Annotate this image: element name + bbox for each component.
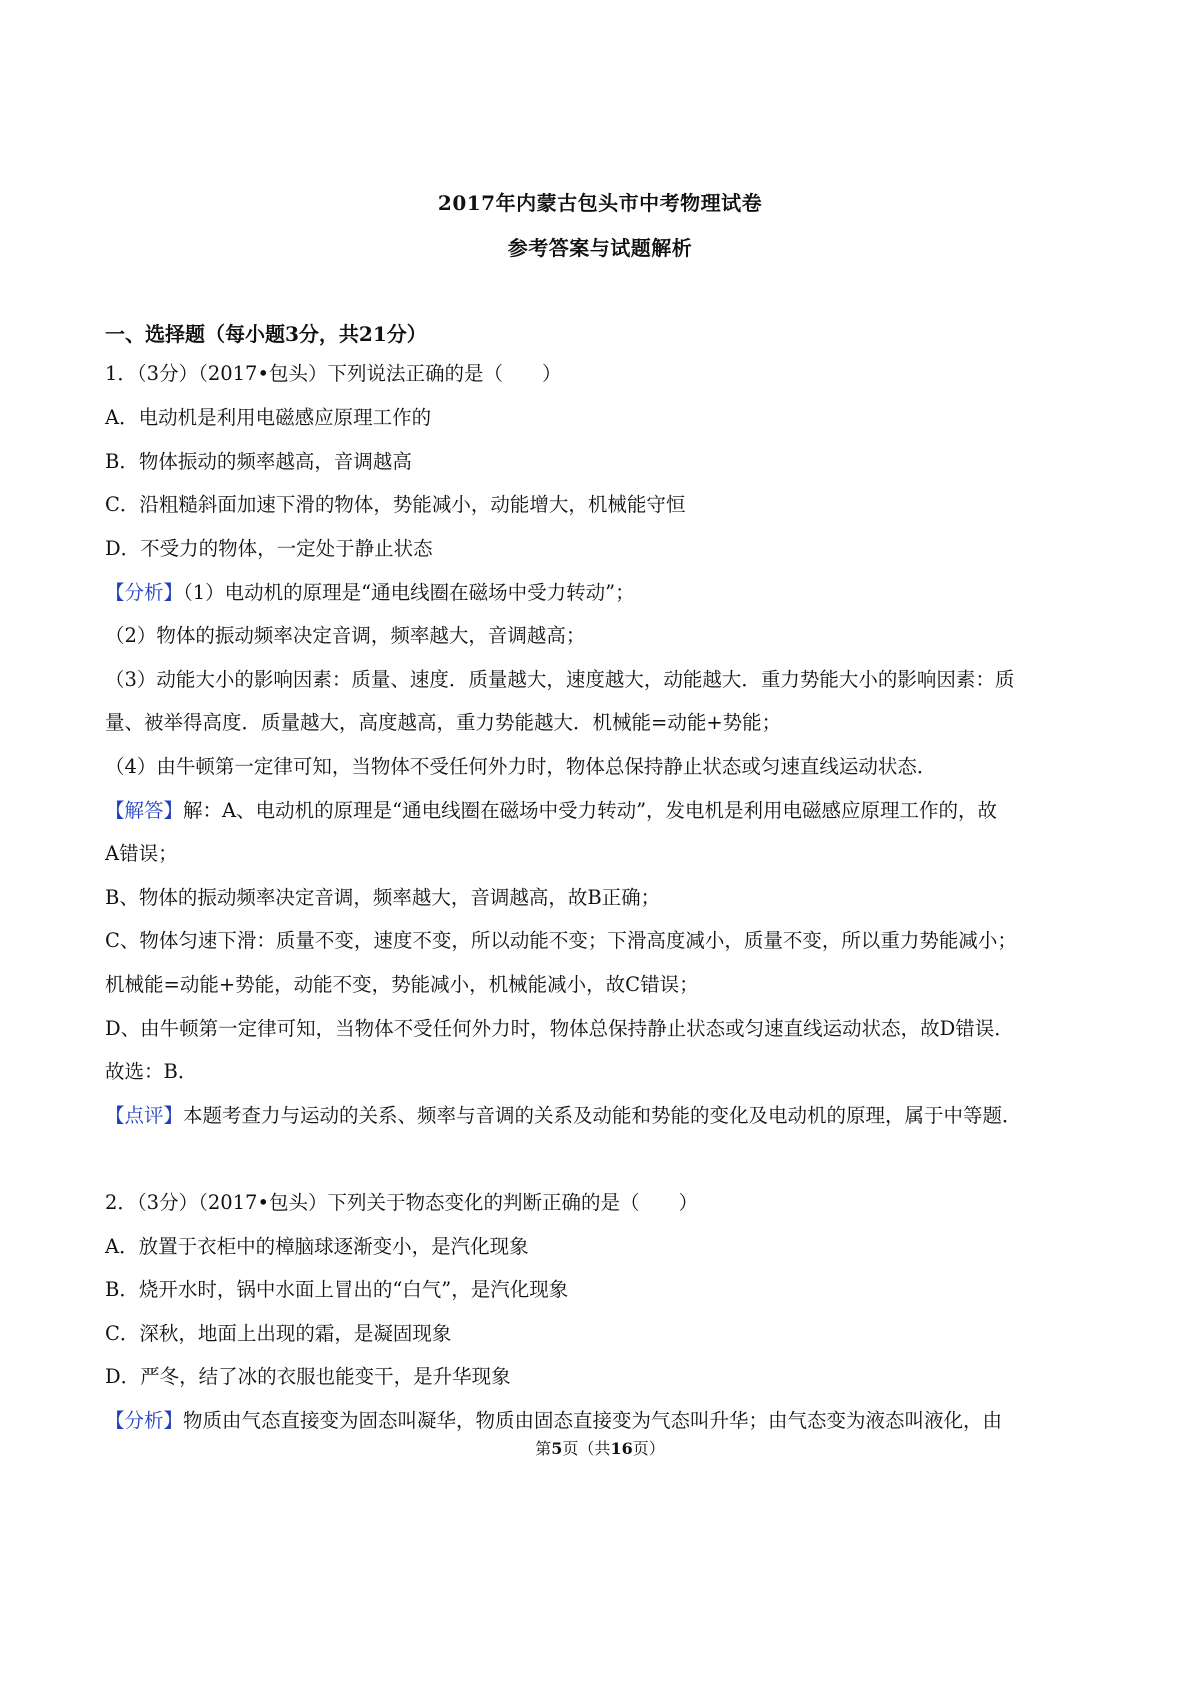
section-heading: 一、选择题（每小题3分，共21分）: [105, 322, 427, 346]
q1-option-c: C．沿粗糙斜面加速下滑的物体，势能减小，动能增大，机械能守恒: [105, 493, 686, 516]
total-pages: 16: [610, 1439, 633, 1458]
q2-option-b: B．烧开水时，锅中水面上冒出的“白气”，是汽化现象: [105, 1278, 569, 1301]
q1-comment-line: [105, 1102, 1110, 1130]
q2-analysis-line-1: [105, 1407, 1110, 1435]
q1-answer-line-5: 故选：B．: [105, 1060, 198, 1083]
document-subtitle: 参考答案与试题解析: [507, 236, 693, 260]
footer-suffix: 页）: [632, 1439, 665, 1458]
q1-comment-text: 本题考查力与运动的关系、频率与音调的关系及动能和势能的变化及电动机的原理，属于中等题．: [183, 1104, 1022, 1127]
q1-analysis-line-3: （3）动能大小的影响因素：质量、速度．质量越大，速度越大，动能越大．重力势能大小的影响因素：质: [105, 668, 1015, 691]
q2-option-d: D．严冬，结了冰的衣服也能变干，是升华现象: [105, 1365, 511, 1388]
q1-answer-line-4: D、由牛顿第一定律可知，当物体不受任何外力时，物体总保持静止状态或匀速直线运动状态，故D错误．: [105, 1017, 1014, 1040]
q2-stem: 2．（3分）（2017•包头）下列关于物态变化的判断正确的是（ ）: [105, 1191, 698, 1214]
answer-tag: 【解答】: [105, 799, 184, 822]
q1-option-b: B．物体振动的频率越高，音调越高: [105, 450, 412, 473]
q2-option-a: A．放置于衣柜中的樟脑球逐渐变小，是汽化现象: [105, 1235, 529, 1258]
footer-middle: 页（共: [562, 1439, 611, 1458]
q1-answer-line-3b: 机械能=动能+势能，动能不变，势能减小，机械能减小，故C错误；: [105, 973, 699, 996]
document-title: 2017年内蒙古包头市中考物理试卷: [437, 191, 763, 215]
footer-prefix: 第: [535, 1439, 552, 1458]
page-footer: [0, 1436, 1200, 1459]
q1-answer-line-2: B、物体的振动频率决定音调，频率越大，音调越高，故B正确；: [105, 886, 661, 909]
analysis-tag: 【分析】: [105, 581, 184, 604]
page-number: 5: [551, 1439, 563, 1458]
q1-analysis-line-1: [105, 579, 1110, 607]
analysis-tag: 【分析】: [105, 1409, 184, 1432]
q1-option-a: A．电动机是利用电磁感应原理工作的: [105, 406, 432, 429]
q1-analysis-line-3b: 量、被举得高度．质量越大，高度越高，重力势能越大．机械能=动能+势能；: [105, 711, 782, 734]
q1-stem: 1．（3分）（2017•包头）下列说法正确的是（ ）: [105, 362, 562, 385]
comment-tag: 【点评】: [105, 1104, 184, 1127]
q1-answer-line-1: [105, 797, 1110, 825]
q1-answer-line-1b: A错误；: [105, 842, 178, 865]
q1-analysis-text-1: （1）电动机的原理是“通电线圈在磁场中受力转动”；: [183, 581, 635, 604]
q1-analysis-line-4: （4）由牛顿第一定律可知，当物体不受任何外力时，物体总保持静止状态或匀速直线运动状态．: [105, 755, 937, 778]
q1-option-d: D．不受力的物体，一定处于静止状态: [105, 537, 433, 560]
q2-analysis-text-1: 物质由气态直接变为固态叫凝华，物质由固态直接变为气态叫升华；由气态变为液态叫液化，由: [183, 1409, 1003, 1432]
q1-answer-text-1: 解：A、电动机的原理是“通电线圈在磁场中受力转动”，发电机是利用电磁感应原理工作的，故: [183, 799, 998, 822]
q2-option-c: C．深秋，地面上出现的霜，是凝固现象: [105, 1322, 452, 1345]
q1-answer-line-3: C、物体匀速下滑：质量不变，速度不变，所以动能不变；下滑高度减小，质量不变，所以重力势能减小；: [105, 929, 1017, 952]
q1-analysis-line-2: （2）物体的振动频率决定音调，频率越大，音调越高；: [105, 624, 586, 647]
